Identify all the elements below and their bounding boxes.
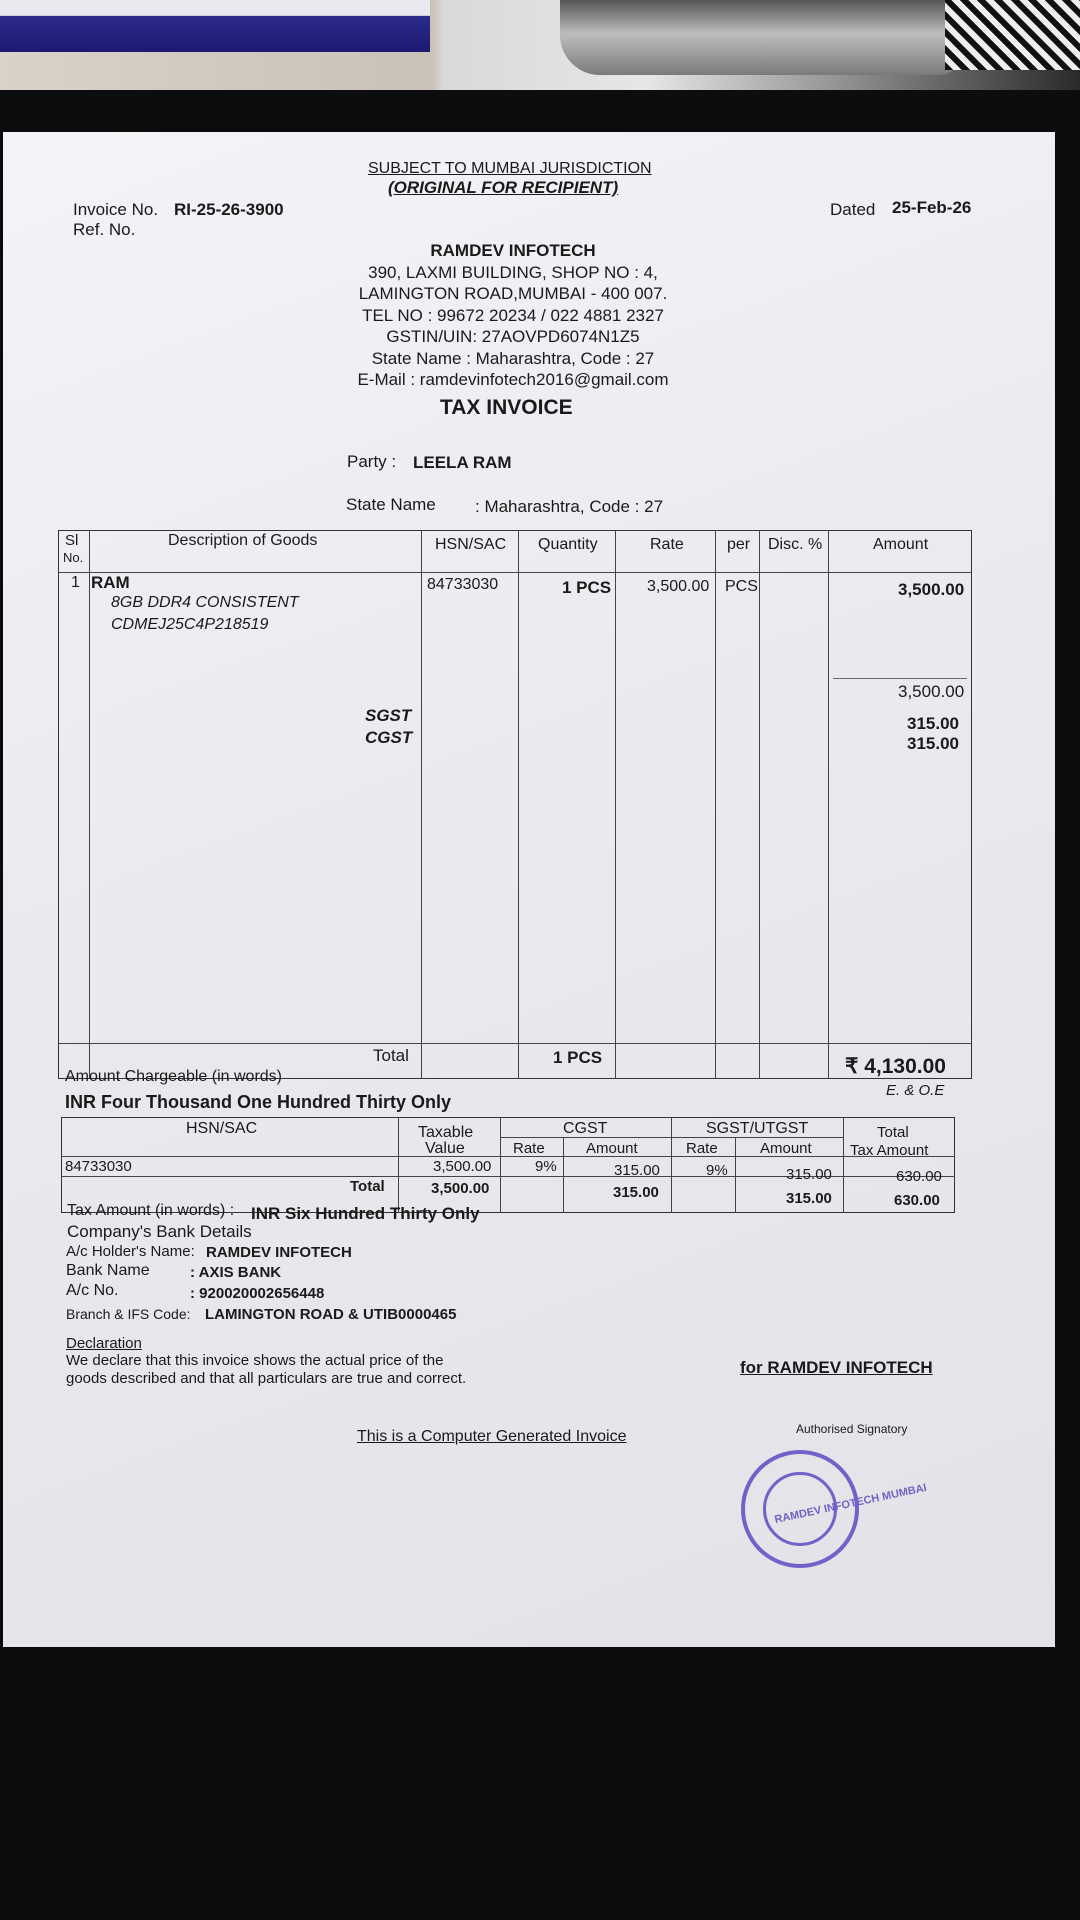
tax-row-cgst-rate: 9% [535, 1158, 557, 1175]
tax-total-taxable: 3,500.00 [431, 1180, 490, 1197]
declaration-line-1: We declare that this invoice shows the actual price of the [66, 1352, 444, 1369]
col-divider [759, 530, 760, 1079]
tax-words-value: INR Six Hundred Thirty Only [251, 1204, 480, 1223]
seller-gstin: GSTIN/UIN: 27AOVPD6074N1Z5 [386, 327, 640, 346]
col-description: Description of Goods [168, 532, 318, 549]
authorised-signatory: Authorised Signatory [796, 1422, 908, 1436]
col-disc: Disc. % [768, 536, 823, 553]
tax-col-divider [398, 1117, 399, 1213]
item-per: PCS [725, 578, 758, 595]
amount-words-label: Amount Chargeable (in words) [65, 1068, 282, 1085]
background-stapler [560, 0, 960, 75]
invoice-no-label: Invoice No. [73, 200, 159, 219]
party-label: Party : [347, 452, 397, 471]
tax-row-sgst-amount: 315.00 [786, 1166, 832, 1183]
party-name: LEELA RAM [413, 453, 512, 472]
tax-row-sgst-rate: 9% [706, 1162, 728, 1179]
tax-col-divider [843, 1117, 844, 1213]
background-book [0, 0, 430, 52]
cgst-amount: 315.00 [907, 734, 959, 753]
tax-col-taxable-2: Value [425, 1140, 465, 1157]
seller-tel: TEL NO : 99672 20234 / 022 4881 2327 [362, 305, 664, 325]
background-qr-pattern [945, 0, 1080, 70]
company-stamp [741, 1450, 928, 1568]
bank-holder-label: A/c Holder's Name: [66, 1243, 195, 1260]
tax-row-taxable: 3,500.00 [433, 1158, 492, 1175]
declaration-line-2: goods described and that all particulars are true and correct. [66, 1370, 467, 1387]
col-rate: Rate [650, 536, 684, 553]
col-sl: Sl [65, 532, 79, 549]
tax-col-total-1: Total [877, 1124, 909, 1141]
bank-name: : AXIS BANK [190, 1264, 282, 1281]
eoe: E. & O.E [886, 1082, 945, 1099]
item-sl: 1 [71, 574, 80, 591]
copy-type: (ORIGINAL FOR RECIPIENT) [388, 178, 619, 197]
item-hsn: 84733030 [427, 576, 499, 593]
item-rate: 3,500.00 [647, 578, 710, 595]
col-no: No. [63, 550, 84, 565]
item-name: RAM [91, 573, 130, 592]
tax-row-hsn: 84733030 [65, 1158, 132, 1175]
party-state-label: State Name [346, 495, 436, 514]
tax-total-label: Total [350, 1178, 385, 1195]
bank-heading: Company's Bank Details [67, 1222, 252, 1241]
sgst-label: SGST [365, 706, 412, 725]
bank-branch: LAMINGTON ROAD & UTIB0000465 [205, 1306, 457, 1323]
tax-col-divider [563, 1137, 564, 1213]
col-quantity: Quantity [538, 536, 598, 553]
col-divider [518, 530, 519, 1079]
col-amount: Amount [873, 536, 929, 553]
declaration-heading: Declaration [66, 1335, 142, 1352]
stamp-text: RAMDEV INFOTECH MUMBAI [773, 1481, 928, 1527]
tax-col-divider [735, 1137, 736, 1213]
col-per: per [727, 536, 751, 553]
item-amount: 3,500.00 [898, 580, 965, 599]
tax-col-hsn: HSN/SAC [186, 1120, 258, 1137]
items-table [58, 530, 972, 1079]
tax-col-sgst: SGST/UTGST [706, 1120, 809, 1137]
seller-address-1: 390, LAXMI BUILDING, SHOP NO : 4, [368, 262, 658, 282]
bank-name-label: Bank Name [66, 1262, 150, 1279]
col-divider [715, 530, 716, 1079]
cgst-label: CGST [365, 728, 413, 747]
ref-no-label: Ref. No. [73, 220, 136, 239]
computer-generated-note: This is a Computer Generated Invoice [357, 1428, 627, 1445]
signature-for: for RAMDEV INFOTECH [740, 1358, 933, 1377]
subtotal: 3,500.00 [898, 682, 965, 701]
seller-email: E-Mail : ramdevinfotech2016@gmail.com [357, 370, 669, 389]
col-divider [89, 530, 90, 1079]
bank-holder: RAMDEV INFOTECH [206, 1244, 352, 1261]
doc-title: TAX INVOICE [440, 396, 573, 419]
tax-words-label: Tax Amount (in words) : [67, 1202, 235, 1219]
items-total-divider [58, 1043, 972, 1044]
item-desc-1: 8GB DDR4 CONSISTENT [111, 594, 299, 611]
tax-total-cgst: 315.00 [613, 1184, 659, 1201]
tax-col-cgst: CGST [563, 1120, 608, 1137]
tax-col-total-2: Tax Amount [850, 1142, 929, 1159]
col-divider [615, 530, 616, 1079]
tax-row-total: 630.00 [896, 1168, 942, 1185]
seller-address-2: LAMINGTON ROAD,MUMBAI - 400 007. [358, 284, 668, 303]
item-quantity: 1 PCS [562, 578, 612, 597]
items-header-divider [58, 572, 972, 573]
tax-col-taxable-1: Taxable [418, 1124, 474, 1141]
bank-acno-label: A/c No. [66, 1282, 119, 1299]
col-divider [421, 530, 422, 1079]
seller-state: State Name : Maharashtra, Code : 27 [371, 348, 655, 368]
amount-in-words: INR Four Thousand One Hundred Thirty Only [65, 1092, 451, 1112]
tax-row-cgst-amount: 315.00 [614, 1162, 660, 1179]
invoice-date: 25-Feb-26 [892, 198, 972, 217]
invoice-no: RI-25-26-3900 [174, 200, 284, 219]
tax-col-cgst-rate: Rate [513, 1140, 545, 1157]
col-hsn: HSN/SAC [435, 536, 507, 553]
tax-row-divider [61, 1156, 955, 1157]
jurisdiction: SUBJECT TO MUMBAI JURISDICTION [368, 160, 652, 177]
tax-col-divider [500, 1117, 501, 1213]
dated-label: Dated [830, 200, 876, 219]
party-state-value: : Maharashtra, Code : 27 [475, 497, 664, 516]
tax-total-total: 630.00 [894, 1192, 940, 1209]
subtotal-line [833, 678, 967, 679]
tax-col-divider [671, 1117, 672, 1213]
tax-col-sgst-rate: Rate [686, 1140, 718, 1157]
sgst-amount: 315.00 [907, 714, 959, 733]
bank-acno: : 920020002656448 [190, 1285, 325, 1302]
tax-col-cgst-amount: Amount [586, 1140, 638, 1157]
col-divider [828, 530, 829, 1079]
invoice-paper [3, 132, 1055, 1647]
tax-col-sgst-amount: Amount [760, 1140, 812, 1157]
grand-total: ₹ 4,130.00 [845, 1055, 946, 1078]
items-total-qty: 1 PCS [553, 1048, 603, 1067]
item-desc-2: CDMEJ25C4P218519 [111, 616, 269, 633]
bank-branch-label: Branch & IFS Code: [66, 1306, 191, 1322]
tax-total-sgst: 315.00 [786, 1190, 832, 1207]
seller-name: RAMDEV INFOTECH [430, 241, 596, 260]
items-total-label: Total [373, 1046, 409, 1065]
